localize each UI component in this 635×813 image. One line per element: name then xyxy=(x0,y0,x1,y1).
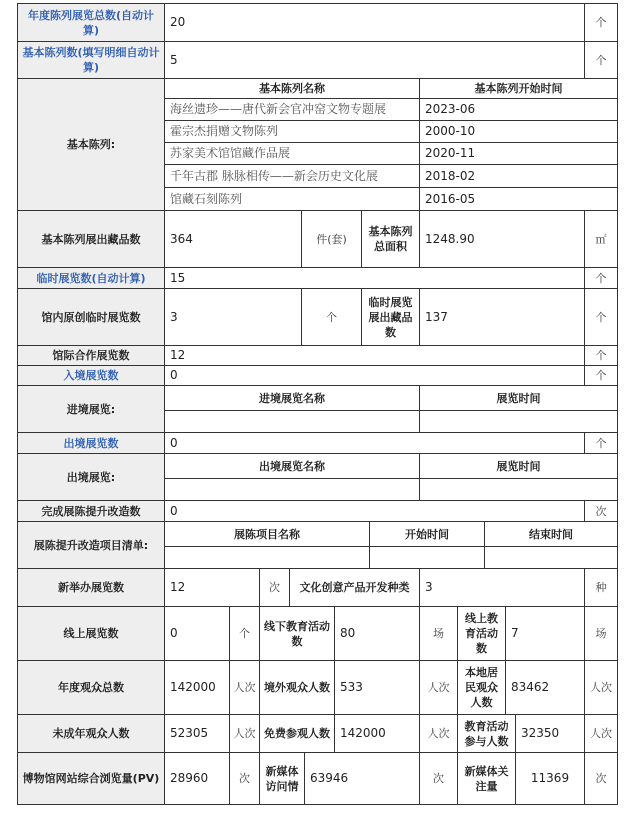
outbound-block xyxy=(17,454,618,501)
nm-follow-unit: 次 xyxy=(585,753,618,805)
inbound-block xyxy=(17,386,618,433)
row-visitors xyxy=(17,661,618,715)
basic-exhibit-name[interactable]: 馆藏石刻陈列 xyxy=(165,188,420,211)
basic-list-row xyxy=(165,99,618,121)
inbound-time-cell[interactable] xyxy=(420,411,618,433)
basic-items-value[interactable]: 364 xyxy=(165,211,302,268)
nm-visit-unit: 次 xyxy=(420,753,458,805)
online-edu-label: 线上教育活动数 xyxy=(458,607,506,661)
offline-edu-label: 线下教育活动数 xyxy=(260,607,335,661)
basic-items-label: 基本陈列展出藏品数 xyxy=(17,211,165,268)
temp-count-value[interactable]: 15 xyxy=(165,268,585,289)
new-exhib-unit: 次 xyxy=(260,569,290,607)
row-upgrade-count xyxy=(17,501,618,522)
new-exhib-value[interactable]: 12 xyxy=(165,569,260,607)
inbound-empty-row xyxy=(165,411,618,433)
local-value[interactable]: 83462 xyxy=(506,661,585,715)
upgrade-col-start: 开始时间 xyxy=(370,522,485,547)
basic-area-unit: ㎡ xyxy=(585,211,618,268)
row-basic-items xyxy=(17,211,618,268)
offline-edu-unit: 场 xyxy=(420,607,458,661)
basic-exhibit-time[interactable]: 2018-02 xyxy=(420,165,618,188)
basic-exhibit-name[interactable]: 霍宗杰捐赠文物陈列 xyxy=(165,121,420,143)
free-value[interactable]: 142000 xyxy=(335,715,420,753)
cc-unit: 种 xyxy=(585,569,618,607)
inbound-name-cell[interactable] xyxy=(165,411,420,433)
row-temp-count xyxy=(17,268,618,289)
online-unit: 个 xyxy=(230,607,260,661)
online-edu-unit: 场 xyxy=(585,607,618,661)
inbound-count-value[interactable]: 0 xyxy=(165,366,585,386)
basic-items-unit: 件(套) xyxy=(302,211,362,268)
basic-area-value[interactable]: 1248.90 xyxy=(420,211,585,268)
row-online xyxy=(17,607,618,661)
overseas-unit: 人次 xyxy=(420,661,458,715)
temp-original-unit: 个 xyxy=(302,289,362,346)
basic-list-row xyxy=(165,143,618,165)
temp-items-value[interactable]: 137 xyxy=(420,289,585,346)
outbound-col-name: 出境展览名称 xyxy=(165,454,420,479)
inbound-col-time: 展览时间 xyxy=(420,386,618,411)
nm-visit-value[interactable]: 63946 xyxy=(305,753,420,805)
online-label: 线上展览数 xyxy=(17,607,165,661)
upgrade-start-cell[interactable] xyxy=(370,547,485,569)
upgrade-block xyxy=(17,522,618,569)
temp-count-unit: 个 xyxy=(585,268,618,289)
local-label: 本地居民观众人数 xyxy=(458,661,506,715)
upgrade-count-label: 完成展陈提升改造数 xyxy=(17,501,165,522)
nm-follow-value[interactable]: 11369 xyxy=(516,753,585,805)
minors-value[interactable]: 52305 xyxy=(165,715,230,753)
basic-exhibit-name[interactable]: 苏家美术馆馆藏作品展 xyxy=(165,143,420,165)
minors-label: 未成年观众人数 xyxy=(17,715,165,753)
basic-list-col-time: 基本陈列开始时间 xyxy=(420,79,618,99)
outbound-count-label: 出境展览数 xyxy=(17,433,165,454)
inbound-header xyxy=(165,386,618,411)
coop-unit: 个 xyxy=(585,346,618,366)
web-unit: 次 xyxy=(230,753,260,805)
online-edu-value[interactable]: 7 xyxy=(506,607,585,661)
nm-follow-label: 新媒体关注量 xyxy=(458,753,516,805)
basic-exhibit-name[interactable]: 千年古郡 脉脉相传——新会历史文化展 xyxy=(165,165,420,188)
inbound-label: 进境展览: xyxy=(17,386,165,433)
museum-exhibition-form xyxy=(17,3,618,805)
free-label: 免费参观人数 xyxy=(260,715,335,753)
new-exhib-label: 新举办展览数 xyxy=(17,569,165,607)
temp-items-unit: 个 xyxy=(585,289,618,346)
outbound-count-unit: 个 xyxy=(585,433,618,454)
row-new-exhib xyxy=(17,569,618,607)
edu-label: 教育活动参与人数 xyxy=(458,715,516,753)
upgrade-count-unit: 次 xyxy=(585,501,618,522)
basic-list-block xyxy=(17,79,618,211)
visitors-unit: 人次 xyxy=(230,661,260,715)
outbound-time-cell[interactable] xyxy=(420,479,618,501)
cc-value[interactable]: 3 xyxy=(420,569,585,607)
upgrade-list-label: 展陈提升改造项目清单: xyxy=(17,522,165,569)
cc-label: 文化创意产品开发种类 xyxy=(290,569,420,607)
local-unit: 人次 xyxy=(585,661,618,715)
nm-visit-label: 新媒体访问情 xyxy=(260,753,305,805)
free-unit: 人次 xyxy=(420,715,458,753)
web-label: 博物馆网站综合浏览量(PV) xyxy=(17,753,165,805)
coop-value[interactable]: 12 xyxy=(165,346,585,366)
outbound-name-cell[interactable] xyxy=(165,479,420,501)
inbound-count-unit: 个 xyxy=(585,366,618,386)
row-temp-original xyxy=(17,289,618,346)
row-outbound-count xyxy=(17,433,618,454)
upgrade-header xyxy=(165,522,618,547)
temp-original-label: 馆内原创临时展览数 xyxy=(17,289,165,346)
total-exhibitions-label: 年度陈列展览总数(自动计算) xyxy=(17,3,165,42)
basic-list-col-name: 基本陈列名称 xyxy=(165,79,420,99)
inbound-col-name: 进境展览名称 xyxy=(165,386,420,411)
basic-exhibit-time[interactable]: 2000-10 xyxy=(420,121,618,143)
basic-exhibit-name[interactable]: 海丝遗珍——唐代新会官冲窑文物专题展 xyxy=(165,99,420,121)
basic-list-row xyxy=(165,121,618,143)
upgrade-col-end: 结束时间 xyxy=(485,522,618,547)
coop-label: 馆际合作展览数 xyxy=(17,346,165,366)
row-coop xyxy=(17,346,618,366)
temp-count-label: 临时展览数(自动计算) xyxy=(17,268,165,289)
upgrade-name-cell[interactable] xyxy=(165,547,370,569)
outbound-header xyxy=(165,454,618,479)
basic-exhibit-time[interactable]: 2020-11 xyxy=(420,143,618,165)
visitors-value[interactable]: 142000 xyxy=(165,661,230,715)
visitors-label: 年度观众总数 xyxy=(17,661,165,715)
basic-count-value[interactable]: 5 xyxy=(165,42,585,79)
basic-count-unit: 个 xyxy=(585,42,618,79)
row-total-exhibitions xyxy=(17,3,618,42)
basic-exhibit-time[interactable]: 2023-06 xyxy=(420,99,618,121)
overseas-label: 境外观众人数 xyxy=(260,661,335,715)
row-basic-count xyxy=(17,42,618,79)
outbound-label: 出境展览: xyxy=(17,454,165,501)
online-value[interactable]: 0 xyxy=(165,607,230,661)
outbound-count-value[interactable]: 0 xyxy=(165,433,585,454)
basic-area-label: 基本陈列总面积 xyxy=(362,211,420,268)
basic-list-row xyxy=(165,188,618,211)
temp-original-value[interactable]: 3 xyxy=(165,289,302,346)
upgrade-end-cell[interactable] xyxy=(485,547,618,569)
upgrade-empty-row xyxy=(165,547,618,569)
temp-items-label: 临时展览展出藏品数 xyxy=(362,289,420,346)
inbound-count-label: 入境展览数 xyxy=(17,366,165,386)
offline-edu-value[interactable]: 80 xyxy=(335,607,420,661)
upgrade-count-value[interactable]: 0 xyxy=(165,501,585,522)
total-exhibitions-unit: 个 xyxy=(585,3,618,42)
basic-list-header xyxy=(165,79,618,99)
basic-list-label: 基本陈列: xyxy=(17,79,165,211)
row-web xyxy=(17,753,618,805)
row-inbound-count xyxy=(17,366,618,386)
basic-list-row xyxy=(165,165,618,188)
minors-unit: 人次 xyxy=(230,715,260,753)
outbound-empty-row xyxy=(165,479,618,501)
row-minors xyxy=(17,715,618,753)
upgrade-col-name: 展陈项目名称 xyxy=(165,522,370,547)
basic-exhibit-time[interactable]: 2016-05 xyxy=(420,188,618,211)
web-value[interactable]: 28960 xyxy=(165,753,230,805)
total-exhibitions-value[interactable]: 20 xyxy=(165,3,585,42)
basic-count-label: 基本陈列数(填写明细自动计算) xyxy=(17,42,165,79)
edu-unit: 人次 xyxy=(585,715,618,753)
edu-value[interactable]: 32350 xyxy=(516,715,585,753)
overseas-value[interactable]: 533 xyxy=(335,661,420,715)
outbound-col-time: 展览时间 xyxy=(420,454,618,479)
